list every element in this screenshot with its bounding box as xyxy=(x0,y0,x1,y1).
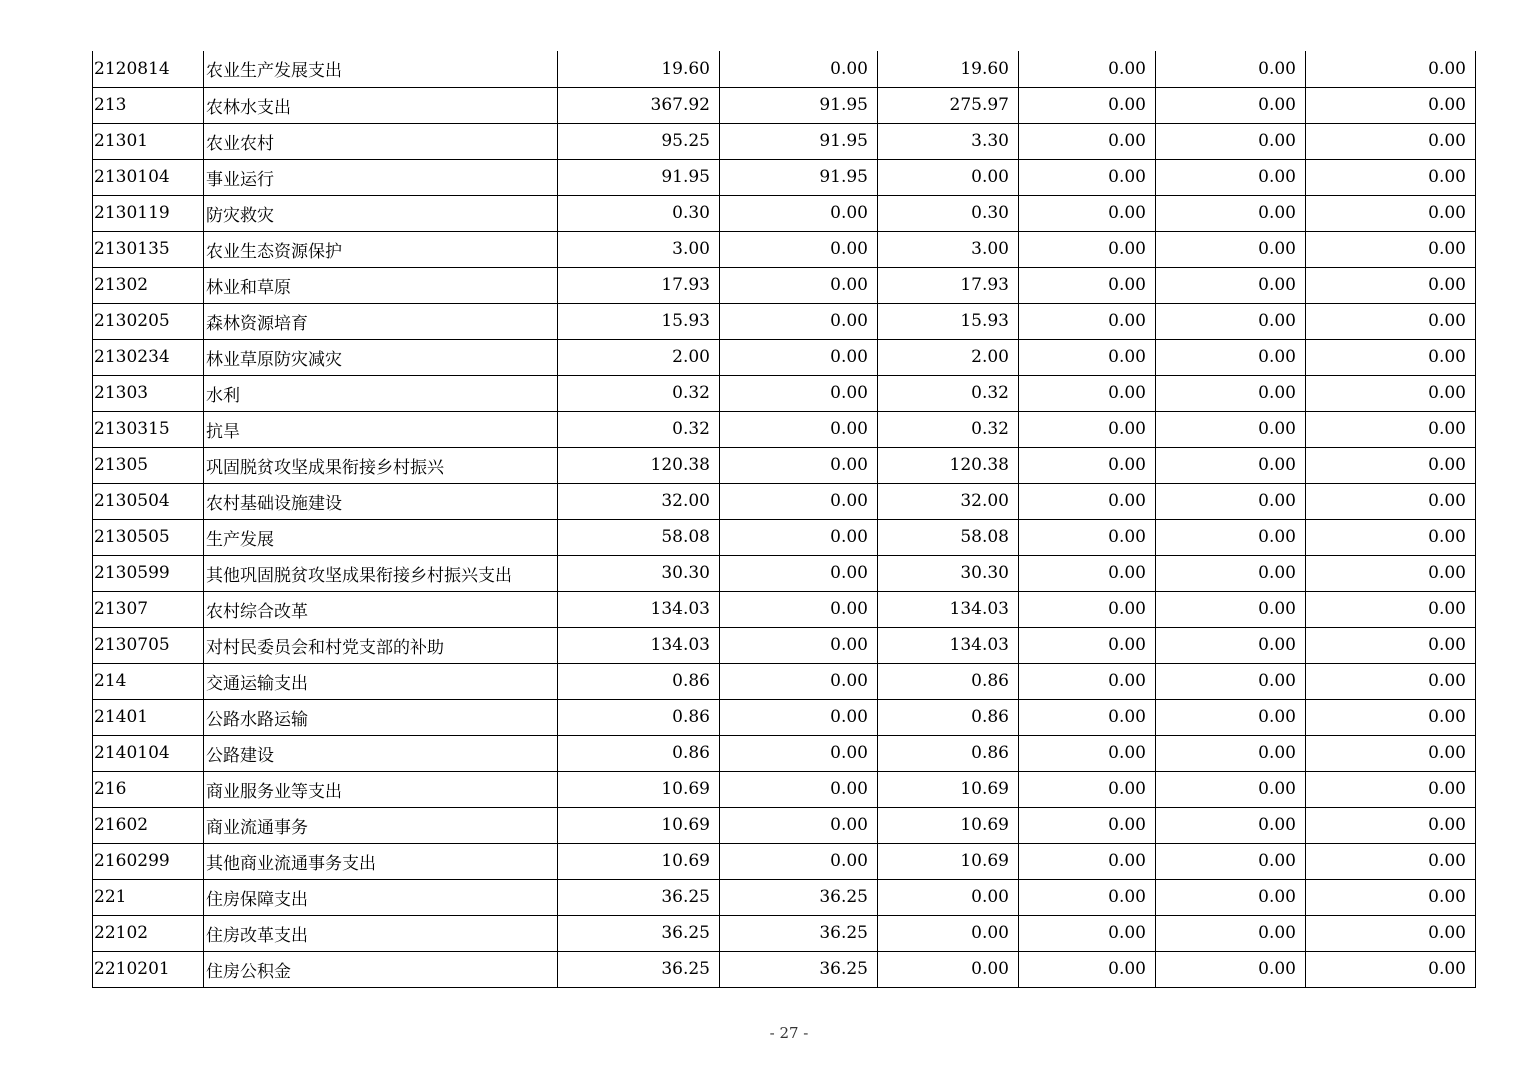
amount-cell: 0.00 xyxy=(1306,627,1476,663)
amount-cell: 0.00 xyxy=(1019,699,1156,735)
account-code-cell: 2130119 xyxy=(93,195,204,231)
amount-cell: 0.00 xyxy=(720,843,878,879)
amount-cell: 0.00 xyxy=(1019,267,1156,303)
amount-cell: 0.30 xyxy=(558,195,720,231)
amount-cell: 0.00 xyxy=(1156,951,1306,987)
amount-cell: 0.00 xyxy=(1019,123,1156,159)
amount-cell: 30.30 xyxy=(878,555,1019,591)
account-code-cell: 2160299 xyxy=(93,843,204,879)
table-row xyxy=(93,915,1476,951)
amount-cell: 10.69 xyxy=(878,771,1019,807)
amount-cell: 0.00 xyxy=(1156,663,1306,699)
account-code-cell: 2130705 xyxy=(93,627,204,663)
amount-cell: 10.69 xyxy=(878,807,1019,843)
account-code-cell: 22102 xyxy=(93,915,204,951)
table-body xyxy=(93,51,1476,987)
amount-cell: 0.00 xyxy=(720,735,878,771)
amount-cell: 0.00 xyxy=(720,195,878,231)
amount-cell: 0.00 xyxy=(1019,87,1156,123)
amount-cell: 0.00 xyxy=(1156,807,1306,843)
amount-cell: 0.00 xyxy=(1019,411,1156,447)
table-row xyxy=(93,627,1476,663)
account-name-cell: 公路建设 xyxy=(204,735,558,771)
amount-cell: 0.00 xyxy=(878,915,1019,951)
account-name-cell: 其他巩固脱贫攻坚成果衔接乡村振兴支出 xyxy=(204,555,558,591)
account-code-cell: 21303 xyxy=(93,375,204,411)
amount-cell: 0.00 xyxy=(720,807,878,843)
amount-cell: 0.86 xyxy=(878,699,1019,735)
amount-cell: 19.60 xyxy=(878,51,1019,87)
amount-cell: 36.25 xyxy=(720,951,878,987)
account-name-cell: 农村综合改革 xyxy=(204,591,558,627)
amount-cell: 0.00 xyxy=(1306,951,1476,987)
amount-cell: 0.00 xyxy=(1306,735,1476,771)
amount-cell: 2.00 xyxy=(558,339,720,375)
amount-cell: 0.00 xyxy=(1019,627,1156,663)
amount-cell: 0.00 xyxy=(1019,447,1156,483)
account-code-cell: 2140104 xyxy=(93,735,204,771)
table-row xyxy=(93,879,1476,915)
account-code-cell: 213 xyxy=(93,87,204,123)
amount-cell: 0.00 xyxy=(1019,159,1156,195)
amount-cell: 0.00 xyxy=(878,951,1019,987)
amount-cell: 0.00 xyxy=(1019,519,1156,555)
amount-cell: 0.30 xyxy=(878,195,1019,231)
account-code-cell: 2130315 xyxy=(93,411,204,447)
table-row xyxy=(93,339,1476,375)
amount-cell: 0.00 xyxy=(1019,843,1156,879)
amount-cell: 0.00 xyxy=(1306,159,1476,195)
amount-cell: 10.69 xyxy=(878,843,1019,879)
amount-cell: 0.00 xyxy=(1306,843,1476,879)
account-name-cell: 农业农村 xyxy=(204,123,558,159)
amount-cell: 0.00 xyxy=(1156,159,1306,195)
table-row xyxy=(93,51,1476,87)
amount-cell: 0.00 xyxy=(1156,303,1306,339)
amount-cell: 0.00 xyxy=(878,879,1019,915)
amount-cell: 0.00 xyxy=(1019,555,1156,591)
amount-cell: 10.69 xyxy=(558,843,720,879)
amount-cell: 0.00 xyxy=(1306,663,1476,699)
account-name-cell: 住房保障支出 xyxy=(204,879,558,915)
amount-cell: 32.00 xyxy=(558,483,720,519)
table-row xyxy=(93,123,1476,159)
account-code-cell: 2130599 xyxy=(93,555,204,591)
amount-cell: 36.25 xyxy=(558,915,720,951)
table-row xyxy=(93,555,1476,591)
table-row xyxy=(93,483,1476,519)
account-name-cell: 农业生产发展支出 xyxy=(204,51,558,87)
amount-cell: 0.00 xyxy=(720,519,878,555)
amount-cell: 0.00 xyxy=(720,375,878,411)
amount-cell: 10.69 xyxy=(558,771,720,807)
account-name-cell: 抗旱 xyxy=(204,411,558,447)
amount-cell: 0.00 xyxy=(1156,51,1306,87)
account-code-cell: 21602 xyxy=(93,807,204,843)
amount-cell: 58.08 xyxy=(878,519,1019,555)
amount-cell: 0.00 xyxy=(1156,411,1306,447)
account-name-cell: 森林资源培育 xyxy=(204,303,558,339)
amount-cell: 0.00 xyxy=(1019,663,1156,699)
amount-cell: 0.00 xyxy=(1156,555,1306,591)
account-code-cell: 2130205 xyxy=(93,303,204,339)
amount-cell: 17.93 xyxy=(878,267,1019,303)
amount-cell: 0.00 xyxy=(1306,123,1476,159)
amount-cell: 0.00 xyxy=(720,663,878,699)
account-code-cell: 221 xyxy=(93,879,204,915)
amount-cell: 0.00 xyxy=(720,303,878,339)
amount-cell: 0.00 xyxy=(720,267,878,303)
table-row xyxy=(93,735,1476,771)
account-code-cell: 21301 xyxy=(93,123,204,159)
page-number: - 27 - xyxy=(769,1024,809,1042)
account-name-cell: 水利 xyxy=(204,375,558,411)
amount-cell: 0.00 xyxy=(1156,483,1306,519)
amount-cell: 0.00 xyxy=(720,231,878,267)
amount-cell: 0.00 xyxy=(1306,51,1476,87)
table-row xyxy=(93,591,1476,627)
amount-cell: 3.00 xyxy=(878,231,1019,267)
account-name-cell: 防灾救灾 xyxy=(204,195,558,231)
account-name-cell: 住房公积金 xyxy=(204,951,558,987)
account-name-cell: 交通运输支出 xyxy=(204,663,558,699)
amount-cell: 0.00 xyxy=(1156,231,1306,267)
amount-cell: 0.00 xyxy=(1019,375,1156,411)
amount-cell: 0.00 xyxy=(1156,339,1306,375)
amount-cell: 0.00 xyxy=(1019,735,1156,771)
account-code-cell: 2130505 xyxy=(93,519,204,555)
account-code-cell: 2210201 xyxy=(93,951,204,987)
table-row xyxy=(93,195,1476,231)
amount-cell: 0.86 xyxy=(558,663,720,699)
amount-cell: 0.00 xyxy=(1306,231,1476,267)
table-row xyxy=(93,375,1476,411)
amount-cell: 0.00 xyxy=(1156,879,1306,915)
amount-cell: 0.00 xyxy=(1306,699,1476,735)
account-code-cell: 21401 xyxy=(93,699,204,735)
amount-cell: 0.00 xyxy=(1156,591,1306,627)
amount-cell: 0.00 xyxy=(1019,879,1156,915)
amount-cell: 0.00 xyxy=(1019,195,1156,231)
amount-cell: 0.32 xyxy=(558,375,720,411)
amount-cell: 0.00 xyxy=(720,699,878,735)
amount-cell: 275.97 xyxy=(878,87,1019,123)
amount-cell: 0.00 xyxy=(720,771,878,807)
amount-cell: 95.25 xyxy=(558,123,720,159)
amount-cell: 10.69 xyxy=(558,807,720,843)
amount-cell: 0.32 xyxy=(878,375,1019,411)
amount-cell: 120.38 xyxy=(558,447,720,483)
amount-cell: 15.93 xyxy=(558,303,720,339)
amount-cell: 134.03 xyxy=(878,591,1019,627)
amount-cell: 0.00 xyxy=(1156,375,1306,411)
table-row xyxy=(93,231,1476,267)
amount-cell: 91.95 xyxy=(558,159,720,195)
amount-cell: 0.00 xyxy=(720,591,878,627)
table-row xyxy=(93,411,1476,447)
amount-cell: 0.00 xyxy=(1156,519,1306,555)
amount-cell: 36.25 xyxy=(720,879,878,915)
amount-cell: 0.00 xyxy=(720,627,878,663)
amount-cell: 0.00 xyxy=(878,159,1019,195)
account-name-cell: 农林水支出 xyxy=(204,87,558,123)
account-name-cell: 农村基础设施建设 xyxy=(204,483,558,519)
amount-cell: 134.03 xyxy=(558,591,720,627)
amount-cell: 0.00 xyxy=(1156,123,1306,159)
amount-cell: 0.00 xyxy=(720,51,878,87)
account-name-cell: 农业生态资源保护 xyxy=(204,231,558,267)
account-code-cell: 216 xyxy=(93,771,204,807)
table-row xyxy=(93,699,1476,735)
amount-cell: 0.00 xyxy=(720,447,878,483)
amount-cell: 0.00 xyxy=(1019,591,1156,627)
amount-cell: 0.00 xyxy=(1306,879,1476,915)
amount-cell: 0.00 xyxy=(720,555,878,591)
amount-cell: 0.00 xyxy=(1306,483,1476,519)
amount-cell: 58.08 xyxy=(558,519,720,555)
account-code-cell: 21307 xyxy=(93,591,204,627)
amount-cell: 0.32 xyxy=(878,411,1019,447)
account-name-cell: 巩固脱贫攻坚成果衔接乡村振兴 xyxy=(204,447,558,483)
table-row xyxy=(93,87,1476,123)
amount-cell: 134.03 xyxy=(558,627,720,663)
amount-cell: 0.00 xyxy=(1019,51,1156,87)
account-name-cell: 生产发展 xyxy=(204,519,558,555)
amount-cell: 0.00 xyxy=(1156,627,1306,663)
amount-cell: 0.00 xyxy=(1306,195,1476,231)
table-row xyxy=(93,303,1476,339)
amount-cell: 0.00 xyxy=(1156,843,1306,879)
amount-cell: 0.00 xyxy=(1306,411,1476,447)
account-code-cell: 2130504 xyxy=(93,483,204,519)
amount-cell: 0.00 xyxy=(1306,375,1476,411)
amount-cell: 0.00 xyxy=(1156,87,1306,123)
amount-cell: 0.00 xyxy=(1306,339,1476,375)
amount-cell: 0.00 xyxy=(1306,591,1476,627)
table-row xyxy=(93,519,1476,555)
account-code-cell: 21302 xyxy=(93,267,204,303)
account-code-cell: 214 xyxy=(93,663,204,699)
account-name-cell: 商业流通事务 xyxy=(204,807,558,843)
amount-cell: 134.03 xyxy=(878,627,1019,663)
amount-cell: 0.86 xyxy=(878,735,1019,771)
amount-cell: 0.00 xyxy=(1306,519,1476,555)
amount-cell: 36.25 xyxy=(720,915,878,951)
amount-cell: 0.00 xyxy=(1156,735,1306,771)
table-row xyxy=(93,807,1476,843)
amount-cell: 0.00 xyxy=(1306,303,1476,339)
amount-cell: 91.95 xyxy=(720,159,878,195)
amount-cell: 2.00 xyxy=(878,339,1019,375)
table-row xyxy=(93,663,1476,699)
amount-cell: 0.00 xyxy=(1156,915,1306,951)
account-code-cell: 2130135 xyxy=(93,231,204,267)
amount-cell: 0.00 xyxy=(1306,807,1476,843)
amount-cell: 0.00 xyxy=(1019,771,1156,807)
account-name-cell: 商业服务业等支出 xyxy=(204,771,558,807)
amount-cell: 0.00 xyxy=(1019,339,1156,375)
amount-cell: 0.00 xyxy=(1306,915,1476,951)
amount-cell: 0.00 xyxy=(1019,483,1156,519)
amount-cell: 0.00 xyxy=(1306,771,1476,807)
table-row xyxy=(93,951,1476,987)
table-row xyxy=(93,267,1476,303)
amount-cell: 0.00 xyxy=(1156,267,1306,303)
account-name-cell: 公路水路运输 xyxy=(204,699,558,735)
table-row xyxy=(93,159,1476,195)
amount-cell: 17.93 xyxy=(558,267,720,303)
amount-cell: 0.00 xyxy=(720,411,878,447)
amount-cell: 0.00 xyxy=(1019,951,1156,987)
amount-cell: 0.00 xyxy=(1306,555,1476,591)
amount-cell: 0.86 xyxy=(558,735,720,771)
account-code-cell: 2120814 xyxy=(93,51,204,87)
amount-cell: 0.00 xyxy=(1019,915,1156,951)
amount-cell: 0.32 xyxy=(558,411,720,447)
table-row xyxy=(93,771,1476,807)
account-name-cell: 林业草原防灾减灾 xyxy=(204,339,558,375)
amount-cell: 0.00 xyxy=(720,483,878,519)
amount-cell: 36.25 xyxy=(558,951,720,987)
amount-cell: 19.60 xyxy=(558,51,720,87)
amount-cell: 0.00 xyxy=(1019,303,1156,339)
amount-cell: 30.30 xyxy=(558,555,720,591)
account-code-cell: 21305 xyxy=(93,447,204,483)
amount-cell: 0.00 xyxy=(720,339,878,375)
account-name-cell: 事业运行 xyxy=(204,159,558,195)
budget-expenditure-table xyxy=(92,51,1476,988)
amount-cell: 3.00 xyxy=(558,231,720,267)
amount-cell: 0.00 xyxy=(1306,87,1476,123)
amount-cell: 120.38 xyxy=(878,447,1019,483)
account-name-cell: 住房改革支出 xyxy=(204,915,558,951)
amount-cell: 0.00 xyxy=(1156,447,1306,483)
amount-cell: 0.00 xyxy=(1156,195,1306,231)
account-name-cell: 其他商业流通事务支出 xyxy=(204,843,558,879)
amount-cell: 32.00 xyxy=(878,483,1019,519)
amount-cell: 0.86 xyxy=(558,699,720,735)
amount-cell: 0.00 xyxy=(1306,267,1476,303)
amount-cell: 0.00 xyxy=(1156,699,1306,735)
amount-cell: 0.00 xyxy=(1019,231,1156,267)
amount-cell: 0.86 xyxy=(878,663,1019,699)
amount-cell: 91.95 xyxy=(720,87,878,123)
amount-cell: 3.30 xyxy=(878,123,1019,159)
amount-cell: 0.00 xyxy=(1306,447,1476,483)
account-code-cell: 2130234 xyxy=(93,339,204,375)
amount-cell: 91.95 xyxy=(720,123,878,159)
account-code-cell: 2130104 xyxy=(93,159,204,195)
amount-cell: 15.93 xyxy=(878,303,1019,339)
amount-cell: 36.25 xyxy=(558,879,720,915)
table-row xyxy=(93,843,1476,879)
amount-cell: 367.92 xyxy=(558,87,720,123)
account-name-cell: 对村民委员会和村党支部的补助 xyxy=(204,627,558,663)
amount-cell: 0.00 xyxy=(1019,807,1156,843)
amount-cell: 0.00 xyxy=(1156,771,1306,807)
table-row xyxy=(93,447,1476,483)
account-name-cell: 林业和草原 xyxy=(204,267,558,303)
